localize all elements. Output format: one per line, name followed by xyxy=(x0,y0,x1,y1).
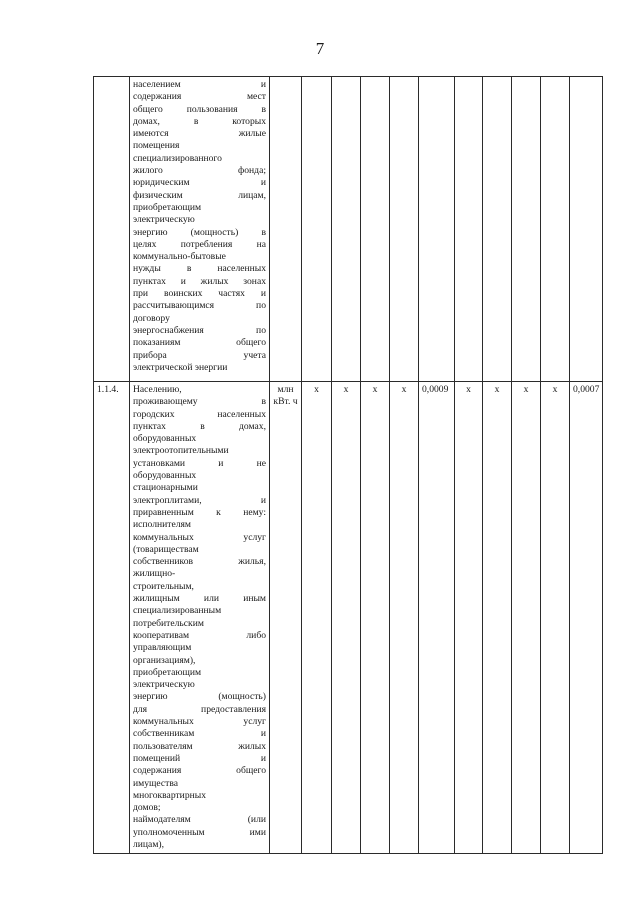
description-line: прибора учета xyxy=(133,349,266,361)
description-line: многоквартирных xyxy=(133,789,206,801)
description-line: электрическую xyxy=(133,679,195,691)
description-line: городских населенных xyxy=(133,408,266,420)
description-line: организациям), xyxy=(133,654,196,666)
table-row xyxy=(94,77,603,382)
description-line: лицам), xyxy=(133,838,164,850)
description-line: электрической энергии xyxy=(133,361,228,373)
description-line: строительным, xyxy=(133,580,194,592)
consumer-description-cell xyxy=(130,77,270,382)
description-line: наймодателям (или xyxy=(133,814,266,826)
description-line: коммунально-бытовые xyxy=(133,251,226,263)
description-line: домах, в которых xyxy=(133,115,266,127)
description-line: юридическим и xyxy=(133,177,266,189)
value-cell xyxy=(302,77,332,382)
description-line: кооперативам либо xyxy=(133,629,266,641)
description-line: населением и xyxy=(133,79,266,90)
unit-cell xyxy=(270,77,302,382)
description-line: проживающему в xyxy=(133,396,266,408)
description-line: приравненным к нему: xyxy=(133,506,266,518)
description-line: пунктах и жилых зонах xyxy=(133,275,266,287)
description-line: коммунальных услуг xyxy=(133,531,266,543)
description-line: жилого фонда; xyxy=(133,165,266,177)
description-line: для предоставления xyxy=(133,703,266,715)
description-line: исполнителям xyxy=(133,519,191,531)
description-line: пунктах в домах, xyxy=(133,420,266,432)
description-line: имущества xyxy=(133,777,178,789)
value-cell: x xyxy=(332,382,361,854)
value-cell xyxy=(455,77,483,382)
row-number-cell: 1.1.4. xyxy=(94,382,130,854)
description-line: специализированного xyxy=(133,152,222,164)
page-number: 7 xyxy=(315,39,325,58)
value-cell xyxy=(332,77,361,382)
value-cell xyxy=(361,77,390,382)
value-cell xyxy=(570,77,603,382)
value-cell: x xyxy=(541,382,570,854)
description-line: собственников жилья, xyxy=(133,556,266,568)
description-line: при воинских частях и xyxy=(133,288,266,300)
description-line: собственникам и xyxy=(133,728,266,740)
description-line: жилищным или иным xyxy=(133,593,266,605)
description-line: оборудованных xyxy=(133,433,197,445)
description-line: договору xyxy=(133,312,170,324)
description-line: общего пользования в xyxy=(133,103,266,115)
value-cell: x xyxy=(455,382,483,854)
value-cell xyxy=(419,77,455,382)
description-line: содержания общего xyxy=(133,765,266,777)
table-body xyxy=(94,77,603,854)
description-line: Населению, xyxy=(133,384,182,395)
value-cell: x xyxy=(361,382,390,854)
description-line: управляющим xyxy=(133,642,192,654)
value-cell xyxy=(541,77,570,382)
description-line: нужды в населенных xyxy=(133,263,266,275)
description-line: имеются жилые xyxy=(133,128,266,140)
row-number-cell xyxy=(94,77,130,382)
description-line: приобретающим xyxy=(133,201,202,213)
tariff-table xyxy=(93,76,603,854)
description-line: содержания мест xyxy=(133,91,266,103)
description-line: рассчитывающимся по xyxy=(133,300,266,312)
description-line: потребительским xyxy=(133,617,204,629)
description-line: домов; xyxy=(133,802,161,814)
value-cell xyxy=(512,77,541,382)
description-line: пользователям жилых xyxy=(133,740,266,752)
description-line: (товариществам xyxy=(133,543,199,555)
description-line: коммунальных услуг xyxy=(133,716,266,728)
description-line: приобретающим xyxy=(133,666,202,678)
value-cell xyxy=(390,77,419,382)
value-cell: x xyxy=(390,382,419,854)
description-line: оборудованных xyxy=(133,470,197,482)
description-line: энергию (мощность) xyxy=(133,691,266,703)
description-line: помещений и xyxy=(133,752,266,764)
value-cell: x xyxy=(512,382,541,854)
description-line: показаниям общего xyxy=(133,337,266,349)
table-row xyxy=(94,382,603,854)
description-line: физическим лицам, xyxy=(133,189,266,201)
value-cell: x xyxy=(302,382,332,854)
description-line: стационарными xyxy=(133,482,198,494)
description-line: установками и не xyxy=(133,457,266,469)
description-line: энергоснабжения по xyxy=(133,324,266,336)
description-line: специализированным xyxy=(133,605,222,617)
description-line: электроплитами, и xyxy=(133,494,266,506)
value-cell xyxy=(483,77,512,382)
description-line: энергию (мощность) в xyxy=(133,226,266,238)
description-line: целях потребления на xyxy=(133,238,266,250)
value-cell: 0,0007 xyxy=(570,382,603,854)
consumer-description-cell xyxy=(130,382,270,854)
unit-cell: млн кВт. ч xyxy=(270,382,302,854)
value-cell: 0,0009 xyxy=(419,382,455,854)
value-cell: x xyxy=(483,382,512,854)
description-line: жилищно- xyxy=(133,568,176,580)
description-line: электроотопительными xyxy=(133,445,229,457)
description-line: уполномоченным ими xyxy=(133,826,266,838)
description-line: электрическую xyxy=(133,214,195,226)
description-line: помещения xyxy=(133,140,180,152)
